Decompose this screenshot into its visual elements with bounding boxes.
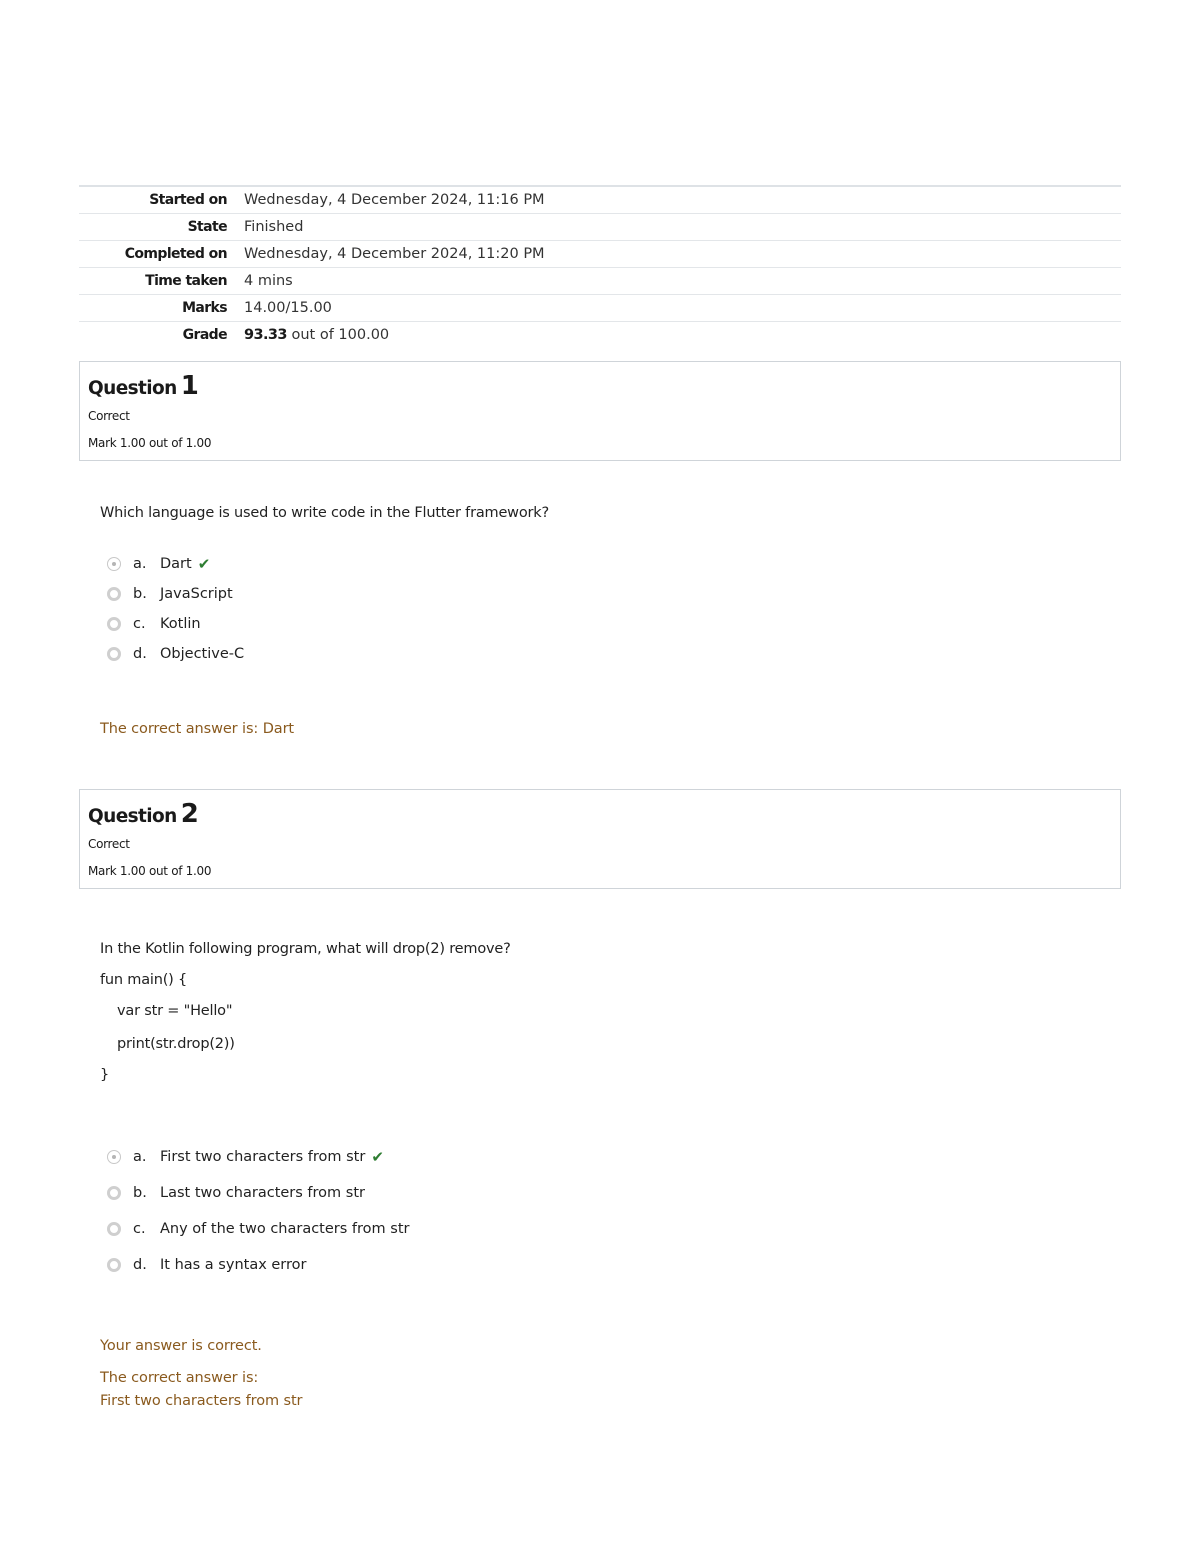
summary-value: Wednesday, 4 December 2024, 11:20 PM — [244, 246, 545, 262]
q1-option-a[interactable] — [107, 553, 210, 575]
question-number: 2 — [180, 799, 199, 829]
summary-value: 4 mins — [244, 273, 293, 289]
summary-value: 14.00/15.00 — [244, 300, 332, 316]
question-2-text: In the Kotlin following program, what will drop(2) remove? — [100, 941, 511, 957]
code-line: var str = "Hello" — [117, 1003, 233, 1019]
q2-feedback: Your answer is correct. — [100, 1338, 262, 1354]
question-state: Correct — [88, 409, 130, 423]
q1-option-b[interactable] — [107, 583, 233, 605]
radio-icon[interactable] — [107, 1222, 121, 1236]
summary-label: State — [187, 219, 227, 235]
option-letter: c. — [133, 616, 146, 632]
option-letter: b. — [133, 1185, 147, 1201]
summary-label: Grade — [182, 327, 227, 343]
summary-label: Completed on — [124, 246, 227, 262]
radio-icon[interactable] — [107, 617, 121, 631]
option-letter: a. — [133, 1149, 147, 1165]
summary-value: Wednesday, 4 December 2024, 11:16 PM — [244, 192, 545, 208]
q2-right-answer-value: First two characters from str — [100, 1393, 303, 1409]
question-grade: Mark 1.00 out of 1.00 — [88, 436, 212, 450]
radio-icon[interactable] — [107, 647, 121, 661]
q1-option-d[interactable] — [107, 643, 244, 665]
code-line: fun main() { — [100, 972, 188, 988]
q2-option-c[interactable] — [107, 1218, 409, 1240]
summary-value — [227, 327, 389, 343]
summary-row-started — [79, 187, 1121, 214]
option-text: Last two characters from str — [160, 1185, 365, 1201]
q1-option-c[interactable] — [107, 613, 201, 635]
option-letter: b. — [133, 586, 147, 602]
option-text: It has a syntax error — [160, 1257, 307, 1273]
question-1-info — [79, 361, 1121, 461]
check-icon: ✔ — [371, 1148, 384, 1166]
question-label: Question — [88, 806, 177, 827]
summary-label: Time taken — [145, 273, 227, 289]
summary-row-state — [79, 214, 1121, 241]
option-text: Dart — [160, 556, 192, 572]
option-text: Objective-C — [160, 646, 245, 662]
q2-option-d[interactable] — [107, 1254, 307, 1276]
summary-row-completed — [79, 241, 1121, 268]
code-line: print(str.drop(2)) — [117, 1036, 235, 1052]
q2-option-a[interactable] — [107, 1146, 384, 1168]
question-title — [88, 799, 198, 829]
option-text: Any of the two characters from str — [160, 1221, 410, 1237]
summary-label: Marks — [182, 300, 227, 316]
summary-row-marks — [79, 295, 1121, 322]
quiz-summary-table — [79, 185, 1121, 348]
grade-score: 93.33 — [244, 327, 287, 343]
q2-right-answer-label: The correct answer is: — [100, 1370, 259, 1386]
code-line: } — [100, 1067, 110, 1083]
question-2-info — [79, 789, 1121, 889]
option-letter: c. — [133, 1221, 146, 1237]
question-label: Question — [88, 378, 177, 399]
option-letter: d. — [133, 1257, 147, 1273]
summary-row-grade — [79, 322, 1121, 348]
question-grade: Mark 1.00 out of 1.00 — [88, 864, 212, 878]
summary-label: Started on — [149, 192, 227, 208]
question-state: Correct — [88, 837, 130, 851]
question-1-text: Which language is used to write code in the Flutter framework? — [100, 505, 549, 521]
check-icon: ✔ — [197, 555, 211, 573]
option-letter: a. — [133, 556, 147, 572]
grade-out-of: out of 100.00 — [286, 327, 390, 343]
summary-row-time-taken — [79, 268, 1121, 295]
question-number: 1 — [180, 371, 199, 401]
option-text: JavaScript — [160, 586, 233, 602]
question-title — [88, 371, 198, 401]
summary-value: Finished — [244, 219, 304, 235]
radio-icon[interactable] — [107, 587, 121, 601]
radio-icon[interactable] — [107, 1258, 121, 1272]
radio-icon[interactable] — [107, 557, 121, 571]
option-text: First two characters from str — [160, 1149, 366, 1165]
q2-option-b[interactable] — [107, 1182, 365, 1204]
option-text: Kotlin — [160, 616, 201, 632]
q1-right-answer: The correct answer is: Dart — [100, 721, 295, 737]
radio-icon[interactable] — [107, 1186, 121, 1200]
radio-icon[interactable] — [107, 1150, 121, 1164]
option-letter: d. — [133, 646, 147, 662]
